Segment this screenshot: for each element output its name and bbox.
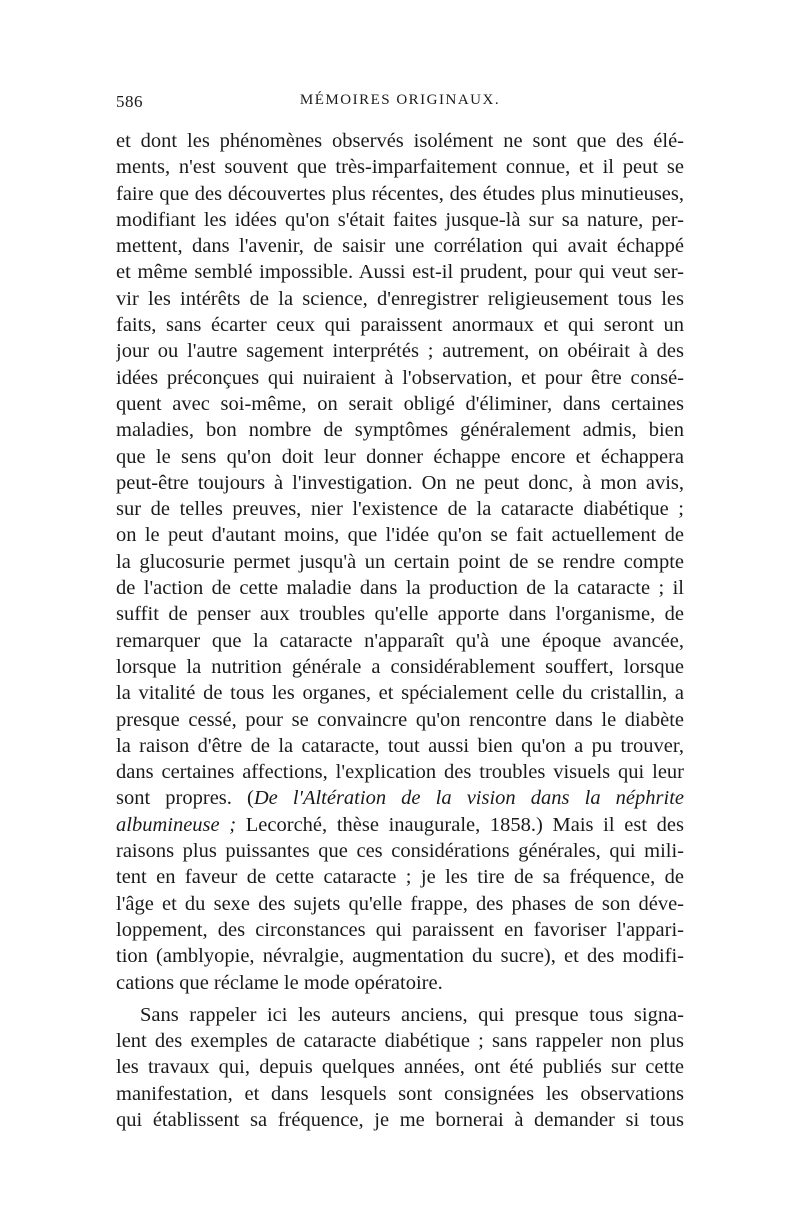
text-line: tent en faveur de cette cataracte ; je les tire de sa fréquence, de bbox=[116, 866, 684, 889]
text-line: l'âge et du sexe des sujets qu'elle frappe, des phases de son déve- bbox=[116, 892, 684, 915]
text-line: la raison d'être de la cataracte, tout aussi bien qu'on a pu trouver, bbox=[116, 734, 684, 757]
text-line: mettent, dans l'avenir, de saisir une corrélation qui avait échappé bbox=[116, 235, 684, 258]
text-line: lent des exemples de cataracte diabétique ; sans rappeler non plus bbox=[116, 1030, 684, 1053]
text-line: sont propres. (De l'Altération de la vision dans la néphrite bbox=[116, 787, 684, 810]
page-header bbox=[116, 92, 684, 118]
text-line: albumineuse ; Lecorché, thèse inaugurale, 1858.) Mais il est des bbox=[116, 813, 684, 836]
text-line: ments, n'est souvent que très-imparfaitement connue, et il peut se bbox=[116, 156, 684, 179]
paragraph-1 bbox=[116, 128, 684, 785]
text-line: cations que réclame le mode opératoire. bbox=[116, 971, 443, 994]
text-line: que le sens qu'on doit leur donner échappe encore et échappera bbox=[116, 445, 684, 468]
text-line: lorsque la nutrition générale a considérablement souffert, lorsque bbox=[116, 655, 684, 678]
text-line: presque cessé, pour se convaincre qu'on rencontre dans le diabète bbox=[116, 708, 684, 731]
text-line: manifestation, et dans lesquels sont consignées les observations bbox=[116, 1082, 684, 1105]
text-line: qui établissent sa fréquence, je me bornerai à demander si tous bbox=[116, 1108, 684, 1131]
text-line: faits, sans écarter ceux qui paraissent anormaux et qui seront un bbox=[116, 314, 684, 337]
text-line: peut-être toujours à l'investigation. On ne peut donc, à mon avis, bbox=[116, 471, 684, 494]
text-line: remarquer que la cataracte n'apparaît qu'à une époque avancée, bbox=[116, 629, 684, 652]
text-line: de l'action de cette maladie dans la production de la cataracte ; il bbox=[116, 577, 684, 600]
text-line: les travaux qui, depuis quelques années, ont été publiés sur cette bbox=[116, 1056, 684, 1079]
text-line: dans certaines affections, l'explication des troubles visuels qui leur bbox=[116, 761, 684, 784]
book-page bbox=[116, 92, 684, 1133]
text-line: et même semblé impossible. Aussi est-il prudent, pour qui veut ser- bbox=[116, 261, 684, 284]
page-number: 586 bbox=[116, 92, 143, 111]
text-line: la glucosurie permet jusqu'à un certain point de se rendre compte bbox=[116, 550, 684, 573]
text-line: et dont les phénomènes observés isolément ne sont que des élé- bbox=[116, 130, 684, 152]
running-title: MÉMOIRES ORIGINAUX. bbox=[299, 92, 501, 108]
text-line: raisons plus puissantes que ces considérations générales, qui mili- bbox=[116, 840, 684, 863]
text-line: quent avec soi-même, on serait obligé d'éliminer, dans certaines bbox=[116, 392, 684, 415]
text-line: suffit de penser aux troubles qu'elle apporte dans l'organisme, de bbox=[116, 603, 684, 626]
text-line: maladies, bon nombre de symptômes généralement admis, bien bbox=[116, 419, 684, 442]
text-line: loppement, des circonstances qui paraissent en favoriser l'appari- bbox=[116, 918, 684, 941]
paragraph-2 bbox=[116, 1002, 684, 1133]
text-line: sur de telles preuves, nier l'existence de la cataracte diabétique ; bbox=[116, 498, 684, 521]
text-line: jour ou l'autre sagement interprétés ; autrement, on obéirait à des bbox=[116, 340, 684, 363]
text-line: tion (amblyopie, névralgie, augmentation du sucre), et des modifi- bbox=[116, 945, 684, 968]
citation-title: De l'Altération de la vision dans la néphrite bbox=[253, 787, 684, 810]
text-line: on le peut d'autant moins, que l'idée qu'on se fait actuellement de bbox=[116, 524, 684, 547]
text-line: idées préconçues qui nuiraient à l'observation, et pour être consé- bbox=[116, 366, 684, 389]
paragraph-1-continued bbox=[116, 838, 684, 969]
text-line: faire que des découvertes plus récentes, des études plus minutieuses, bbox=[116, 182, 684, 205]
citation-title-end: albumineuse ; bbox=[116, 813, 237, 836]
body-text bbox=[116, 128, 684, 1133]
text-line: la vitalité de tous les organes, et spécialement celle du cristallin, a bbox=[116, 682, 684, 705]
text-line: modifiant les idées qu'on s'était faites jusque-là sur sa nature, per- bbox=[116, 208, 684, 231]
text-line: Sans rappeler ici les auteurs anciens, qui presque tous signa- bbox=[140, 1003, 684, 1026]
text-line: vir les intérêts de la science, d'enregistrer religieusement tous les bbox=[116, 287, 684, 310]
